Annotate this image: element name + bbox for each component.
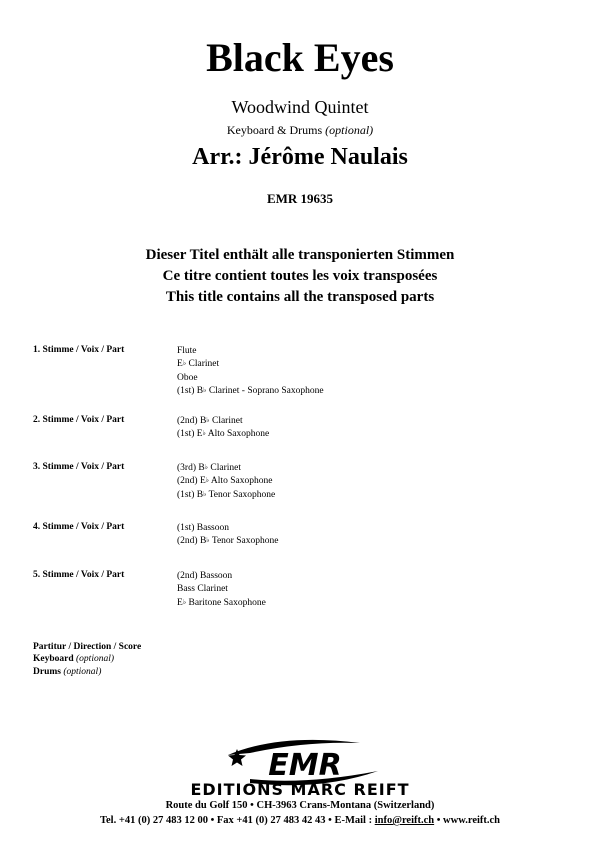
instrument-line: (1st) E♭ Alto Saxophone xyxy=(177,429,270,440)
notice-line-en: This title contains all the transposed parts xyxy=(165,289,435,305)
part-instruments xyxy=(177,414,269,441)
instrument-line: (1st) B♭ Clarinet - Soprano Saxophone xyxy=(177,385,324,396)
publisher-contact xyxy=(0,814,600,828)
ensemble-subtitle: Woodwind Quintet xyxy=(231,97,369,117)
email-link[interactable]: info@reift.ch xyxy=(374,815,435,826)
instrument-line: (1st) B♭ Tenor Saxophone xyxy=(177,489,276,500)
catalog-number: EMR 19635 xyxy=(266,191,334,206)
part-label: 3. Stimme / Voix / Part xyxy=(33,462,125,472)
drums-line: Drums (optional) xyxy=(33,666,102,677)
instrument-line: E♭ Baritone Saxophone xyxy=(177,597,266,608)
instrument-line: (2nd) B♭ Tenor Saxophone xyxy=(177,536,279,547)
part-instruments xyxy=(177,344,324,397)
keyboard-line: Keyboard (optional) xyxy=(33,654,115,665)
instrumentation-text: Keyboard & Drums xyxy=(226,123,323,137)
contact-website[interactable]: • www.reift.ch xyxy=(434,815,501,826)
instrument-line: (2nd) E♭ Alto Saxophone xyxy=(177,476,273,487)
instrument-line: Bass Clarinet xyxy=(177,584,228,595)
instrument-line: E♭ Clarinet xyxy=(177,359,220,370)
contact-phone-fax: Tel. +41 (0) 27 483 12 00 • Fax +41 (0) 27 483 42 43 • E-Mail : xyxy=(99,815,375,826)
instrument-line: Flute xyxy=(177,346,197,356)
instrument-line: (1st) Bassoon xyxy=(177,523,229,533)
part-label: 5. Stimme / Voix / Part xyxy=(33,570,125,580)
logo-text: EMR xyxy=(268,748,342,783)
publisher-name: EDITIONS MARC REIFT xyxy=(190,780,410,799)
instrument-line: (2nd) Bassoon xyxy=(177,571,233,581)
part-label: 2. Stimme / Voix / Part xyxy=(33,415,125,425)
notice-line-fr: Ce titre contient toutes les voix transposées xyxy=(162,268,438,284)
instrument-line: Oboe xyxy=(177,372,198,383)
part-label: 4. Stimme / Voix / Part xyxy=(33,522,125,532)
instrument-line: (3rd) B♭ Clarinet xyxy=(177,463,241,473)
instrumentation-line xyxy=(0,122,600,138)
transposition-notice xyxy=(0,245,600,308)
publisher-address: Route du Golf 150 • CH-3963 Crans-Montana (Switzerland) xyxy=(165,800,435,811)
instrument-line: (2nd) B♭ Clarinet xyxy=(177,416,243,426)
score-line: Partitur / Direction / Score xyxy=(33,642,142,652)
part-instruments xyxy=(177,569,266,609)
page-title: Black Eyes xyxy=(206,35,394,80)
part-instruments xyxy=(177,461,275,501)
score-list xyxy=(33,641,141,678)
part-label: 1. Stimme / Voix / Part xyxy=(33,345,125,355)
arranger: Arr.: Jérôme Naulais xyxy=(192,144,408,170)
instrumentation-optional: (optional) xyxy=(325,123,374,137)
notice-line-de: Dieser Titel enthält alle transponierten Stimmen xyxy=(145,247,455,263)
part-instruments xyxy=(177,521,278,548)
